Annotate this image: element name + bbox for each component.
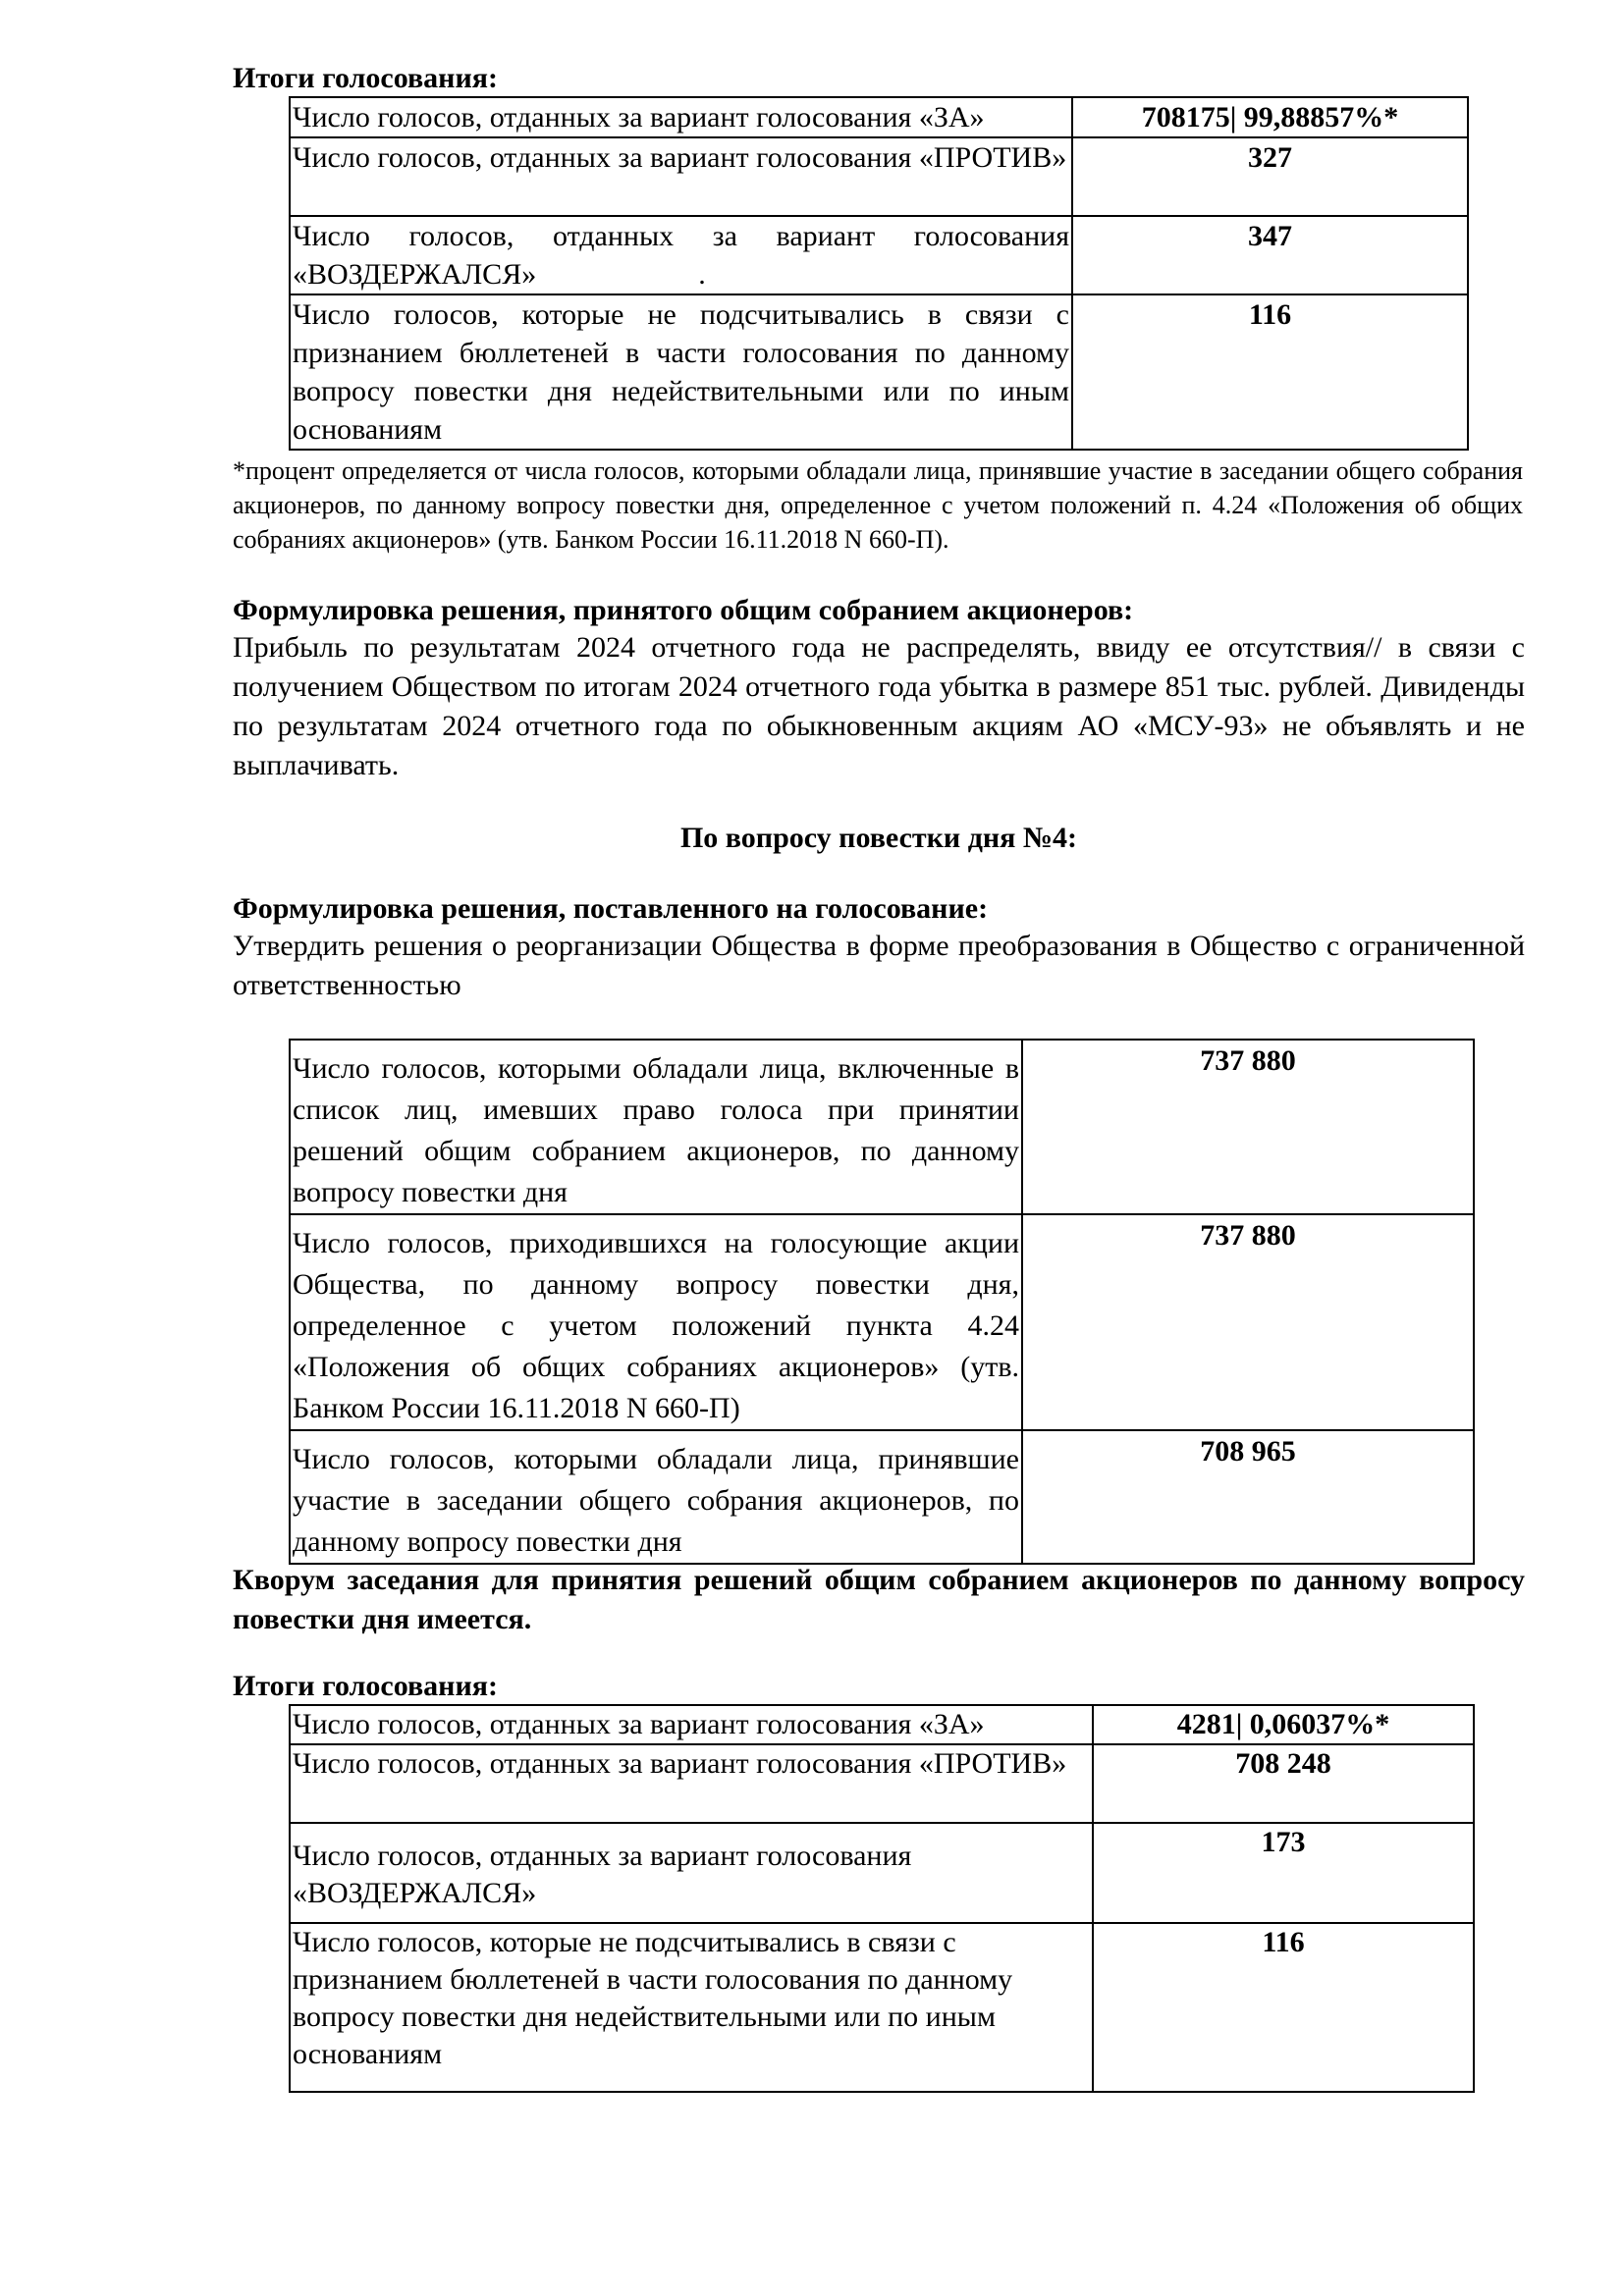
row-label-against: Число голосов, отданных за вариант голосования «ПРОТИВ» (290, 1744, 1093, 1823)
row-label-invalid: Число голосов, которые не подсчитывались в связи с признанием бюллетеней в части голосования по данному вопросу повестки дня недействительными или по иным основаниям (290, 1923, 1093, 2092)
row-label-participants: Число голосов, которыми обладали лица, принявшие участие в заседании общего собрания акционеров, по данному вопросу повестки дня (290, 1430, 1022, 1564)
table-row (290, 97, 1468, 137)
table-row (290, 1430, 1474, 1564)
agenda-item-4-title: По вопросу повестки дня №4: (679, 822, 1078, 854)
table-row (290, 216, 1468, 294)
proposal-text: Утвердить решения о реорганизации Общества в форме преобразования в Общество с ограниченной ответственностью (233, 930, 1525, 1001)
row-value-abstain: 347 (1072, 216, 1468, 294)
row-value-participants: 708 965 (1022, 1430, 1474, 1564)
table-row (290, 1040, 1474, 1214)
row-value-invalid: 116 (1072, 294, 1468, 450)
row-value-voting-shares: 737 880 (1022, 1214, 1474, 1430)
quorum-table (289, 1039, 1475, 1565)
row-label-against: Число голосов, отданных за вариант голосования «ПРОТИВ» (290, 137, 1072, 216)
row-value-for: 708175| 99,88857%* (1072, 97, 1468, 137)
percentage-footnote: *процент определяется от числа голосов, которыми обладали лица, принявшие участие в заседании общего собрания акционеров, по данному вопросу повестки дня, определенное с учетом положений п. 4.24 «Положения об общих собраниях акционеров» (утв. Банком России 16.11.2018 N 660-П). (233, 456, 1523, 554)
voting-results-table (289, 96, 1469, 451)
decision-heading: Формулировка решения, принятого общим собранием акционеров: (233, 594, 1134, 626)
row-value-eligible-votes: 737 880 (1022, 1040, 1474, 1214)
table-row (290, 1705, 1474, 1744)
results-heading: Итоги голосования: (233, 1670, 498, 1702)
row-value-against: 708 248 (1093, 1744, 1474, 1823)
table-row (290, 1744, 1474, 1823)
voting-results-heading: Итоги голосования: (233, 62, 498, 94)
row-label-for: Число голосов, отданных за вариант голосования «ЗА» (290, 1705, 1093, 1744)
decision-text: Прибыль по результатам 2024 отчетного года не распределять, ввиду ее отсутствия// в связи с получением Обществом по итогам 2024 отчетного года убытка в размере 851 тыс. рублей. Дивиденды по результатам 2024 отчетного года по обыкновенным акциям АО «МСУ-93» не объявлять и не выплачивать. (233, 631, 1525, 781)
row-value-against: 327 (1072, 137, 1468, 216)
row-label-voting-shares: Число голосов, приходившихся на голосующие акции Общества, по данному вопросу повестки дня, определенное с учетом положений пункта 4.24 «Положения об общих собраниях акционеров» (утв. Банком России 16.11.2018 N 660-П) (290, 1214, 1022, 1430)
row-value-invalid: 116 (1093, 1923, 1474, 2092)
row-label-invalid: Число голосов, которые не подсчитывались в связи с признанием бюллетеней в части голосования по данному вопросу повестки дня недействительными или по иным основаниям (290, 294, 1072, 450)
table-row (290, 1214, 1474, 1430)
table-row (290, 294, 1468, 450)
row-label-abstain: Число голосов, отданных за вариант голосования «ВОЗДЕРЖАЛСЯ» . (290, 216, 1072, 294)
row-label-eligible-votes: Число голосов, которыми обладали лица, включенные в список лиц, имевших право голоса при принятии решений общим собранием акционеров, по данному вопросу повестки дня (290, 1040, 1022, 1214)
table-row (290, 1923, 1474, 2092)
row-value-abstain: 173 (1093, 1823, 1474, 1923)
table-row (290, 137, 1468, 216)
row-value-for: 4281| 0,06037%* (1093, 1705, 1474, 1744)
results-table (289, 1704, 1475, 2093)
proposal-heading: Формулировка решения, поставленного на голосование: (233, 892, 989, 925)
quorum-statement: Кворум заседания для принятия решений общим собранием акционеров по данному вопросу повестки дня имеется. (233, 1564, 1525, 1635)
row-label-for: Число голосов, отданных за вариант голосования «ЗА» (290, 97, 1072, 137)
table-row (290, 1823, 1474, 1923)
row-label-abstain: Число голосов, отданных за вариант голосования «ВОЗДЕРЖАЛСЯ» (290, 1823, 1093, 1923)
